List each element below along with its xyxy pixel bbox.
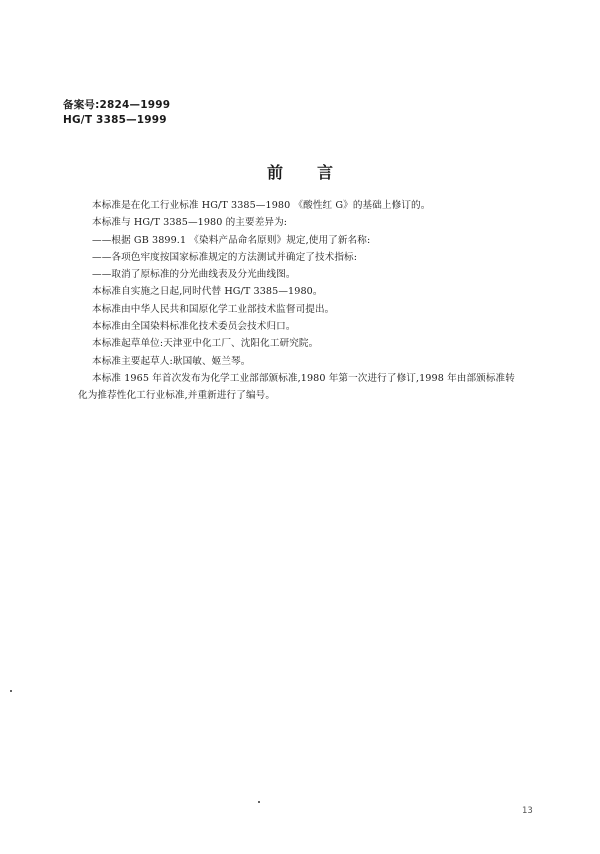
body-line: ——各项色牢度按国家标准规定的方法测试并确定了技术指标: bbox=[92, 251, 358, 263]
title-char-2: 言 bbox=[317, 163, 334, 182]
body-line: 本标准与 HG/T 3385—1980 的主要差异为: bbox=[92, 217, 288, 229]
foreword-body bbox=[78, 197, 542, 405]
body-line: 本标准主要起草人:耿国敏、姬兰琴。 bbox=[92, 355, 251, 367]
standard-code: HG/T 3385—1999 bbox=[63, 114, 167, 126]
body-line: 本标准由全国染料标准化技术委员会技术归口。 bbox=[92, 321, 296, 333]
body-line: 本标准由中华人民共和国原化学工业部技术监督司提出。 bbox=[92, 303, 335, 315]
record-number: 备案号:2824—1999 bbox=[63, 99, 171, 111]
body-line: ——根据 GB 3899.1 《染料产品命名原则》规定,使用了新名称: bbox=[92, 234, 371, 246]
page-title bbox=[0, 160, 600, 183]
body-line: 本标准是在化工行业标准 HG/T 3385—1980 《酸性红 G》的基础上修订的。 bbox=[92, 200, 431, 211]
scan-speck bbox=[258, 801, 260, 803]
body-line: 本标准起草单位:天津亚中化工厂、沈阳化工研究院。 bbox=[92, 338, 319, 350]
scan-speck bbox=[10, 690, 12, 692]
body-line: ——取消了原标准的分光曲线表及分光曲线图。 bbox=[92, 269, 296, 281]
title-char-1: 前 bbox=[266, 163, 283, 182]
document-header bbox=[63, 98, 170, 128]
page-number: 13 bbox=[522, 806, 533, 816]
body-line: 化为推荐性化工行业标准,并重新进行了编号。 bbox=[78, 390, 276, 402]
body-line: 本标准 1965 年首次发布为化学工业部部颁标准,1980 年第一次进行了修订,1998 年由部颁标准转 bbox=[92, 372, 515, 384]
body-line: 本标准自实施之日起,同时代替 HG/T 3385—1980。 bbox=[92, 286, 323, 298]
